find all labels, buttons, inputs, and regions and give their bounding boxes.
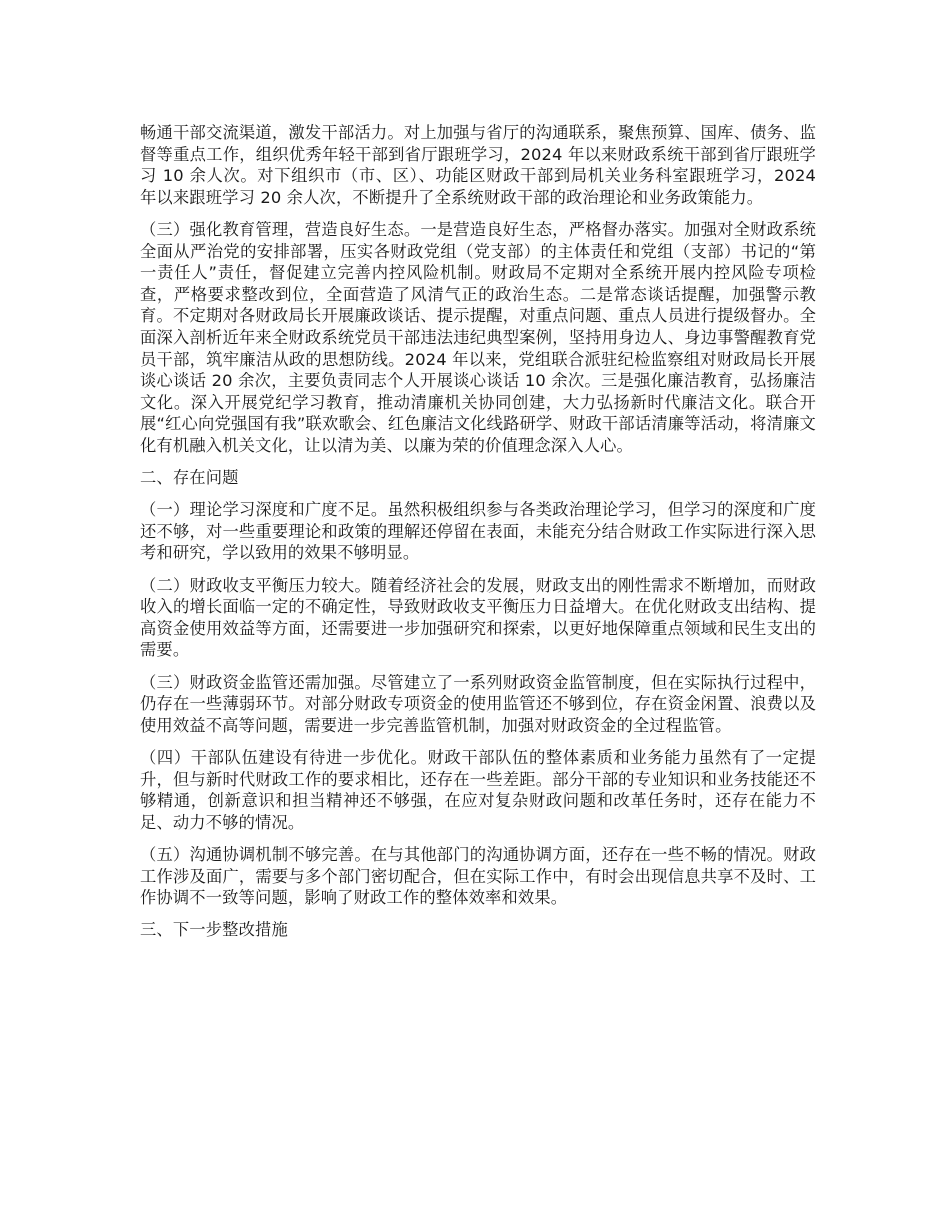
paragraph-problem-theory-study: （一）理论学习深度和广度不足。虽然积极组织参与各类政治理论学习，但学习的深度和广度还不够，对一些重要理论和政策的理解还停留在表面，未能充分结合财政工作实际进行深入思考和研究，学以致用的效果不够明显。: [140, 500, 816, 563]
paragraph-problem-fiscal-balance: （二）财政收支平衡压力较大。随着经济社会的发展，财政支出的刚性需求不断增加，而财政收入的增长面临一定的不确定性，导致财政收支平衡压力日益增大。在优化财政支出结构、提高资金使用效益等方面，还需要进一步加强研究和探索，以更好地保障重点领域和民生支出的需要。: [140, 575, 816, 660]
document-body: [140, 122, 816, 952]
paragraph-problem-cadre-team: （四）干部队伍建设有待进一步优化。财政干部队伍的整体素质和业务能力虽然有了一定提升，但与新时代财政工作的要求相比，还存在一些差距。部分干部的专业知识和业务技能还不够精通，创新意识和担当精神还不够强，在应对复杂财政问题和改革任务时，还存在能力不足、动力不够的情况。: [140, 748, 816, 832]
paragraph-cadre-exchange: 畅通干部交流渠道，激发干部活力。对上加强与省厅的沟通联系，聚焦预算、国库、债务、监督等重点工作，组织优秀年轻干部到省厅跟班学习，2024 年以来财政系统干部到省厅跟班学习 10 余人次。对下组织市（市、区）、功能区财政干部到局机关业务科室跟班学习，2024 年以来跟班学习 20 余人次，不断提升了全系统财政干部的政治理论和业务政策能力。: [140, 123, 816, 207]
paragraph-education-management: （三）强化教育管理，营造良好生态。一是营造良好生态，严格督办落实。加强对全财政系统全面从严治党的安排部署，压实各财政党组（党支部）的主体责任和党组（支部）书记的“第一责任人”责任，督促建立完善内控风险机制。财政局不定期对全系统开展内控风险专项检查，严格要求整改到位，全面营造了风清气正的政治生态。二是常态谈话提醒，加强警示教育。不定期对各财政局长开展廉政谈话、提示提醒，对重点问题、重点人员进行提级督办。全面深入剖析近年来全财政系统党员干部违法违纪典型案例，坚持用身边人、身边事警醒教育党员干部，筑牢廉洁从政的思想防线。2024 年以来，党组联合派驻纪检监察组对财政局长开展谈心谈话 20 余次，主要负责同志个人开展谈心谈话 10 余次。三是强化廉洁教育，弘扬廉洁文化。深入开展党纪学习教育，推动清廉机关协同创建，大力弘扬新时代廉洁文化。联合开展“红心向党强国有我”联欢歌会、红色廉洁文化线路研学、财政干部话清廉等活动，将清廉文化有机融入机关文化，让以清为美、以廉为荣的价值理念深入人心。: [140, 219, 816, 455]
section-heading-next-steps: 三、下一步整改措施: [140, 920, 288, 940]
paragraph-problem-coordination: （五）沟通协调机制不够完善。在与其他部门的沟通协调方面，还存在一些不畅的情况。财政工作涉及面广，需要与多个部门密切配合，但在实际工作中，有时会出现信息共享不及时、工作协调不一致等问题，影响了财政工作的整体效率和效果。: [140, 844, 816, 908]
section-heading-existing-problems: 二、存在问题: [140, 468, 239, 488]
paragraph-problem-fund-supervision: （三）财政资金监管还需加强。尽管建立了一系列财政资金监管制度，但在实际执行过程中，仍存在一些薄弱环节。对部分财政专项资金的使用监管还不够到位，存在资金闲置、浪费以及使用效益不高等问题，需要进一步完善监管机制，加强对财政资金的全过程监管。: [140, 672, 816, 735]
